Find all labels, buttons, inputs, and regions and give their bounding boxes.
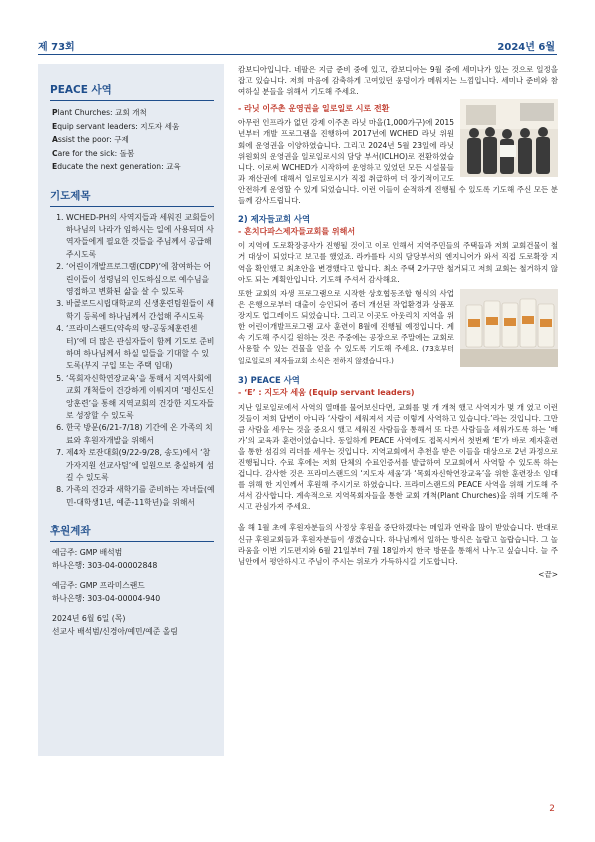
section2-title: 2) 제자들교회 사역 xyxy=(238,214,311,225)
peace-letter: A xyxy=(52,135,58,144)
peace-line xyxy=(52,106,224,120)
prayer-item: 6. 한국 방문(6/21-7/18) 기간에 온 가족의 치료와 후원자개발을 위해서 xyxy=(66,422,216,447)
peace-line xyxy=(52,160,224,174)
intro-paragraph: 캄보디아입니다. 네팔은 지금 준비 중에 있고, 캄보디아는 9월 중에 세미나가 있는 것으로 일정을 잡고 있습니다. 저희 마음에 감축하게 고여있던 웅덩이가 메워지는 느낌입니다. 세미나 준비와 참여하실 분들을 위해서 기도해 주세요. xyxy=(238,65,558,97)
header-divider xyxy=(38,54,557,55)
product-photo xyxy=(460,289,558,367)
letter-signature: 선교사 배석범/신경아/예민/예준 올림 xyxy=(52,626,178,636)
section2-paragraph-1: 이 지역에 도로확장공사가 진행될 것이고 이로 인해서 지역주민들의 주택들과 저희 교회건물이 철거 대상이 되었다고 보고를 했었죠. 라카를타 시의 담당부서의 엔지니어가 와서 직접 도로확장 지역을 확인했고 최초안을 변경했다고 합니다. 최소 주택 2가구만 철거되고 저희 교회는 철거하지 않아도 되는 계획안입니다. 기도해 주셔서 감사해요. xyxy=(238,241,558,284)
prayer-item: 3. 바콜로드시립대학교의 신생훈련팀원들이 새학기 등록에 하나님께서 간섭해 주시도록 xyxy=(66,298,216,323)
peace-line xyxy=(52,147,224,161)
product-photo-image xyxy=(460,289,558,367)
peace-text: ducate the next generation: 교육 xyxy=(57,162,181,171)
laos-paragraph: 아무런 인프라가 없던 강제 이주촌 라닛 마을(1,000가구)에 2015년부터 개발 프로그램을 진행하여 2017년에 WCHED 라닛 위원회에 운영권을 이양하였습니다. 그리고 2024년 5월 23일에 라닛 위원회의 운영권을 일로일로시의 담당 부서(ICLHO)로 전환하였습니다. 이로써 WCHED가 시작하여 운영하고 있었던 모든 시설물들과 재산권에 대해서 일로일로시가 직접 취급하여 더 장기적이고도 안전하게 운영할 수 있게 되었습니다. 이런 이들이 순적하게 진행될 수 있도록 기도해 주신 모든 분들께 감사드립니다. xyxy=(238,118,558,206)
closing-paragraph: 올 해 1월 초에 후원자분들의 사정상 후원을 중단하겠다는 메일과 연락을 많이 받았습니다. 반대로 신규 후원교회들과 후원자분들이 생겼습니다. 하나님께서 일하는 방식은 놀랍고 놀랍습니다. 그 놀라움을 이번 기도편지와 6월 21일부터 7월 18일까지 한국 방문을 통해서 나누고 싶습니다. 늘 주님안에서 평안하시고 주님이 주시는 위로가 가득하시길 기도합니다. xyxy=(238,523,558,566)
issue-date: 2024년 6월 xyxy=(497,42,555,53)
group-photo xyxy=(460,99,558,177)
account-holder: 예금주: GMP 배석범 xyxy=(52,548,123,558)
accounts-divider xyxy=(50,541,214,542)
prayer-item: 1. WCHED-PH의 사역지들과 세워진 교회들이 하나님의 나라가 임하시는 일에 사용되며 사역자들에게 필요한 것들을 주님께서 공급해 주시도록 xyxy=(66,212,216,262)
section2-body-2: 또한 교회의 자생 프로그램으로 시작한 상호협동조합 형식의 사업은 은행으로부터 대출이 승인되어 좀더 개선된 작업환경과 상품포장지도 업그레이드 되었습니다. 그리고 이곳도 아웃리치 지역을 위한 어린이개발프로그램 교사 훈련이 8월에 진행될 예정입니다. 계속 기도해 주시길 원하는 것은 주중에는 공장으로 주말에는 교회로 사용할 수 있는 건물을 얻을 수 있도록 기도해 주세요. xyxy=(238,288,454,354)
account-holder: 예금주: GMP 프라미스랜드 xyxy=(52,581,145,591)
sidebar xyxy=(38,64,224,756)
page-number: 2 xyxy=(549,804,555,814)
account-gap xyxy=(38,572,224,580)
peace-text: ssist the poor: 구제 xyxy=(57,135,129,144)
peace-divider xyxy=(50,100,214,101)
group-photo-image xyxy=(460,99,558,177)
letter-date: 2024년 6월 6일 (목) xyxy=(52,614,126,624)
peace-title: PEACE 사역 xyxy=(50,84,112,96)
account-number: 하나은행: 303-04-00004-940 xyxy=(52,593,161,603)
section2-subtitle: - 혼치다파스제자들교회를 위해서 xyxy=(238,227,356,237)
accounts-block xyxy=(38,547,224,638)
section3-paragraph: 지난 일로일로에서 사역의 열매를 물어보신다면, 교회를 몇 개 개척 했고 사역지가 몇 개 였고 이런 것들이 저희 답변이 아니라 ‘사람이 세워져서 지금 이렇게 사역하고 있습니다.’라는 것입니다. 그만큼 사람을 세우는 것을 중요시 했고 세워진 사람들을 통해서 또 다른 사람들을 세워가도록 하는 ‘배가’의 교육과 훈련이었습니다. 동일하게 PEACE 사역에도 접목시켜서 첫번째 ‘E’가 바로 제자훈련을 통한 섬김의 리더를 세우는 것입니다. 지역교회에서 추천을 받은 이들을 대상으로 2년 과정으로 진행됩니다. 수료 후에는 저희 단체의 수료인증서를 발급하여 모교회에서 사역할 수 있도록 하는 겁니다. 감사한 것은 프라미스랜드의 ‘지도자 세움’과 ‘목회자신학연장교육’을 위한 훈련장소 임대를 위해 한 지인께서 후원해 주시기로 하였습니다. 프라미스랜드의 PEACE 사역을 위해 기도해 주셔서 감사합니다. 계속적으로 지역목회자들을 통한 교회 개척(Plant Churches)을 위해 기도해 주시고 관심가져 주세요. xyxy=(238,402,558,512)
prayer-item: 7. 제4차 로잔대회(9/22-9/28, 송도)에서 ‘참가자지원 선교사팀’에 일원으로 충실하게 섬길 수 있도록 xyxy=(66,447,216,484)
prayer-item: 2. ‘어린이개발프로그램(CDP)’에 참여하는 어린이들이 성령님의 인도하심으로 예수님을 영접하고 변화된 삶을 살 수 있도록 xyxy=(66,261,216,298)
peace-line xyxy=(52,133,224,147)
accounts-title: 후원계좌 xyxy=(50,525,91,538)
section3-title: 3) PEACE 사역 xyxy=(238,375,300,386)
prayer-divider xyxy=(50,206,214,207)
peace-line xyxy=(52,120,224,134)
section3-subtitle: - ‘E’ : 지도자 세움 (Equip servant leaders) xyxy=(238,388,415,398)
end-mark: <끝> xyxy=(538,569,558,579)
prayer-list xyxy=(52,212,216,510)
prayer-item: 5. ‘목회자신학연장교육’을 통해서 지역사회에 교회 개척들이 건강하게 이뤄지며 ‘평신도신앙훈련’을 통해 지역교회의 건강한 지도자들로 성장할 수 있도록 xyxy=(66,373,216,423)
main-column xyxy=(238,64,558,580)
peace-letter: E xyxy=(52,121,58,131)
issue-number: 제 73회 xyxy=(38,42,75,53)
prayer-title: 기도제목 xyxy=(50,189,91,202)
peace-text: lant Churches: 교회 개척 xyxy=(57,108,147,117)
account-number: 하나은행: 303-04-00002848 xyxy=(52,560,158,570)
section2-note: (73호부터 일로일로의 제자들교회 소식은 전하지 않겠습니다.) xyxy=(238,345,454,366)
laos-heading: - 라닛 이주촌 운영권을 일로일로 시로 전환 xyxy=(238,104,390,114)
peace-text: quip servant leaders: 지도자 세움 xyxy=(57,121,180,131)
peace-list xyxy=(38,106,224,174)
prayer-item: 4. ‘프라미스랜드(약속의 땅-공동체훈련센터)’에 더 많은 관심자들이 함께 기도로 준비하며 하나님께서 하실 일들을 기대할 수 있도록(부지 구입 또는 주택 임대) xyxy=(66,323,216,373)
peace-text: are for the sick: 돌봄 xyxy=(57,148,135,158)
account-gap xyxy=(38,605,224,613)
peace-letter: P xyxy=(52,108,58,117)
peace-letter: E xyxy=(52,162,58,171)
prayer-item: 8. 가족의 건강과 새학기를 준비하는 자녀들(예민-대학생1년, 예준-11학년)을 위해서 xyxy=(66,484,216,509)
peace-letter: C xyxy=(52,148,58,158)
